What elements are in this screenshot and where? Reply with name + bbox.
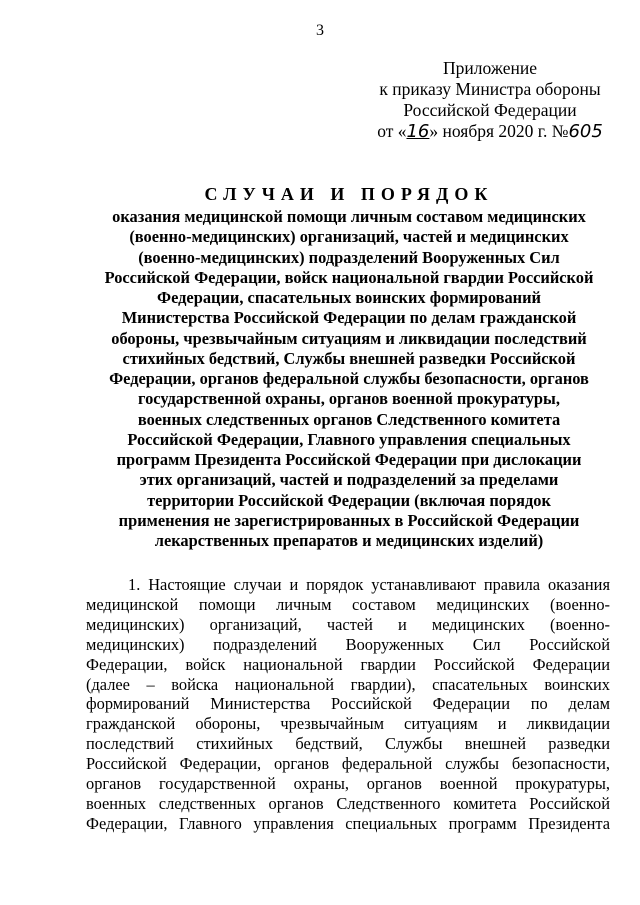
body-line: военных следственных органов Следственного комитета Российской xyxy=(86,793,610,813)
body-line: медицинских) подразделений Вооруженных Сил Российской xyxy=(86,634,610,654)
subtitle-line: (военно-медицинских) подразделений Вооруженных Сил xyxy=(138,247,560,267)
body-line: медицинской помощи личным составом медицинских (военно- xyxy=(86,594,610,614)
date-prefix: от « xyxy=(377,121,407,141)
subtitle-line: программ Президента Российской Федерации при дислокации xyxy=(116,450,582,469)
body-line: (далее – войска национальной гвардии), спасательных воинских xyxy=(86,674,610,694)
date-middle: » ноября 2020 г. № xyxy=(429,121,569,141)
appendix-order-ref: к приказу Министра обороны xyxy=(379,79,601,99)
document-subtitle xyxy=(86,207,612,551)
appendix-title: Приложение xyxy=(443,58,537,78)
body-line: органов государственной охраны, органов военной прокуратуры, xyxy=(86,774,610,794)
subtitle-line: территории Российской Федерации (включая порядок xyxy=(147,490,551,510)
subtitle-line: оказания медицинской помощи личным составом медицинских xyxy=(112,207,586,226)
appendix-date-line xyxy=(370,121,610,142)
body-line: Российской Федерации, органов федеральной службы безопасности, xyxy=(86,754,610,774)
document-title-block xyxy=(86,182,612,551)
body-line: Федерации, Главного управления специальных программ Президента xyxy=(86,813,610,833)
page-number: 3 xyxy=(316,22,324,39)
subtitle-line: Российской Федерации, войск национальной гвардии Российской xyxy=(104,267,594,287)
subtitle-line: государственной охраны, органов военной прокуратуры, xyxy=(138,389,560,409)
body-line: 1. Настоящие случаи и порядок устанавливают правила оказания xyxy=(128,575,610,594)
subtitle-line: Федерации, спасательных воинских формирований xyxy=(157,288,541,307)
subtitle-line: (военно-медицинских) организаций, частей и медицинских xyxy=(129,227,569,247)
subtitle-line: этих организаций, частей и подразделений за пределами xyxy=(139,470,559,490)
subtitle-line: Министерства Российской Федерации по делам гражданской xyxy=(121,308,577,328)
appendix-country: Российской Федерации xyxy=(403,100,577,120)
subtitle-line: Федерации, органов федеральной службы безопасности, органов xyxy=(109,369,589,388)
subtitle-line: Российской Федерации, Главного управления специальных xyxy=(127,429,571,449)
appendix-header xyxy=(370,58,610,142)
body-line: медицинских) организаций, частей и медицинских (военно- xyxy=(86,614,610,634)
handwritten-order-number: 605 xyxy=(568,121,603,142)
body-line: формирований Министерства Российской Федерации по делам xyxy=(86,694,610,714)
body-line: гражданской обороны, чрезвычайным ситуациям и ликвидации xyxy=(86,714,610,734)
document-title: СЛУЧАИ И ПОРЯДОК xyxy=(204,184,494,204)
handwritten-day: 16 xyxy=(406,121,430,142)
body-line: Федерации, войск национальной гвардии Российской Федерации xyxy=(86,654,610,674)
subtitle-line: стихийных бедствий, Службы внешней разведки Российской xyxy=(122,348,576,368)
subtitle-line: применения не зарегистрированных в Российской Федерации xyxy=(118,510,580,530)
body-line: последствий стихийных бедствий, Службы внешней разведки xyxy=(86,734,610,754)
subtitle-line: обороны, чрезвычайным ситуациям и ликвидации последствий xyxy=(111,328,587,348)
paragraph-1 xyxy=(86,575,610,834)
subtitle-line: военных следственных органов Следственного комитета xyxy=(137,409,561,429)
subtitle-line: лекарственных препаратов и медицинских изделий) xyxy=(154,531,544,550)
